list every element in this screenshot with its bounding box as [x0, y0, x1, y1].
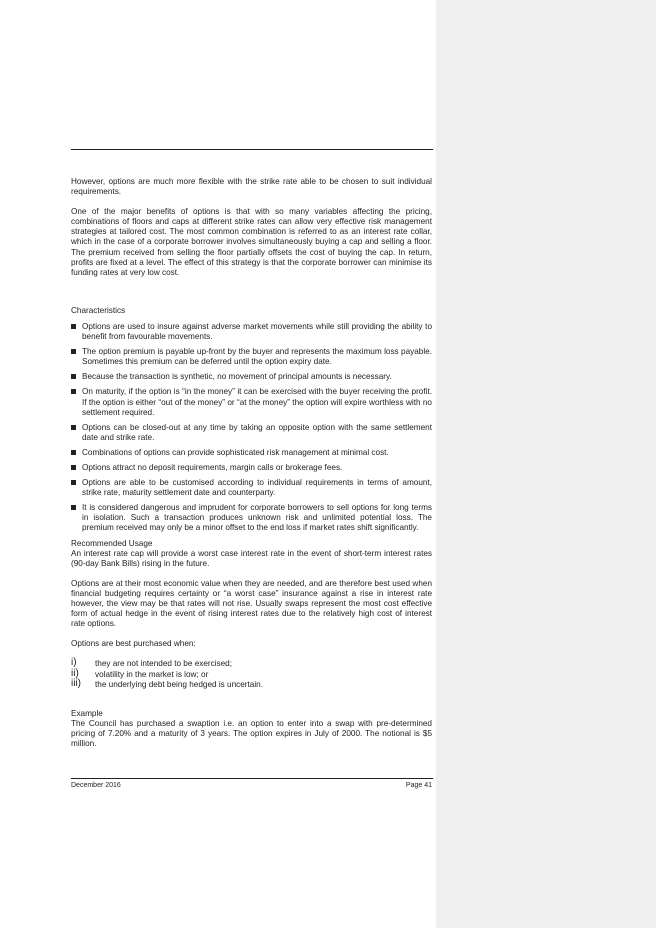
- list-item: Because the transaction is synthetic, no movement of principal amounts is necessary.: [71, 372, 432, 382]
- bullet-icon: [71, 389, 76, 394]
- bullet-icon: [71, 349, 76, 354]
- bullet-icon: [71, 480, 76, 485]
- bullet-icon: [71, 425, 76, 430]
- example-paragraph: The Council has purchased a swaption i.e. an option to enter into a swap with pre-determined pricing of 7.20% and a maturity of 3 years. The option expires in July of 2000. The notional is $5 million.: [71, 718, 432, 749]
- best-purchased-intro: Options are best purchased when:: [71, 639, 196, 649]
- intro-paragraph: However, options are much more flexible with the strike rate able to be chosen to suit individual requirements.: [71, 177, 432, 197]
- conditions-list: [71, 659, 432, 691]
- benefits-paragraph: One of the major benefits of options is that with so many variables affecting the pricing, combinations of floors and caps at different strike rates can allow very effective risk management strategies at tailored cost. The most common combination is referred to as an interest rate collar, which in the case of a corporate borrower involves simultaneously buying a cap and selling a floor. The premium received from selling the floor partially offsets the cost of buying the cap. In return, profits are fixed at a level. The effect of this strategy is that the corporate borrower can minimise its funding rates at very low cost.: [71, 207, 432, 277]
- characteristics-list: [71, 322, 432, 534]
- list-item: The option premium is payable up-front by the buyer and represents the maximum loss payable. Sometimes this premium can be deferred until the option expiry date.: [71, 347, 432, 367]
- footer-date: December 2016: [71, 782, 121, 789]
- document-body: [71, 177, 432, 749]
- list-item: i) they are not intended to be exercised;: [71, 657, 233, 669]
- list-item: iii) the underlying debt being hedged is uncertain.: [71, 678, 263, 690]
- bullet-icon: [71, 505, 76, 510]
- list-item: ii) volatility in the market is low; or: [71, 667, 209, 679]
- header-rule: [71, 149, 433, 150]
- recommended-usage-paragraph: An interest rate cap will provide a worst case interest rate in the event of short-term interest rates (90-day Bank Bills) rising in the future.: [71, 548, 432, 568]
- bullet-icon: [71, 465, 76, 470]
- list-item: Options attract no deposit requirements, margin calls or brokerage fees.: [71, 463, 432, 473]
- list-item: Combinations of options can provide sophisticated risk management at minimal cost.: [71, 448, 432, 458]
- list-item: On maturity, if the option is “in the money” it can be exercised with the buyer receiving the profit. If the option is either “out of the money” or “at the money” the option will expire worthless with no settlement required.: [71, 387, 432, 417]
- page-number: Page 41: [405, 782, 432, 789]
- list-item: Options are used to insure against adverse market movements while still providing the ability to benefit from favourable movements.: [71, 322, 432, 342]
- recommended-usage-heading: Recommended Usage: [71, 538, 153, 548]
- list-item: It is considered dangerous and imprudent for corporate borrowers to sell options for long terms in isolation. Such a transaction produces unknown risk and unlimited potential loss. The premium received may only be a minor offset to the end loss if market rates shift significantly.: [71, 503, 432, 533]
- list-item: Options are able to be customised according to individual requirements in terms of amount, strike rate, maturity settlement date and counterparty.: [71, 478, 432, 498]
- bullet-icon: [71, 374, 76, 379]
- characteristics-heading: Characteristics: [71, 305, 126, 315]
- bullet-icon: [71, 324, 76, 329]
- economic-value-paragraph: Options are at their most economic value when they are needed, and are therefore best used when financial budgeting requires certainty or “a worst case” insurance against a rise in interest rate however, the view may be that rates will not rise. Usually swaps represent the most cost effective form of actual hedge in the event of rising interest rates due to the relatively high cost of interest rate options.: [71, 578, 432, 629]
- bullet-icon: [71, 450, 76, 455]
- list-item: Options can be closed-out at any time by taking an opposite option with the same settlement date and strike rate.: [71, 423, 432, 443]
- example-heading: Example: [71, 708, 103, 718]
- comment-sidebar: [436, 0, 656, 928]
- footer-rule: [71, 778, 433, 779]
